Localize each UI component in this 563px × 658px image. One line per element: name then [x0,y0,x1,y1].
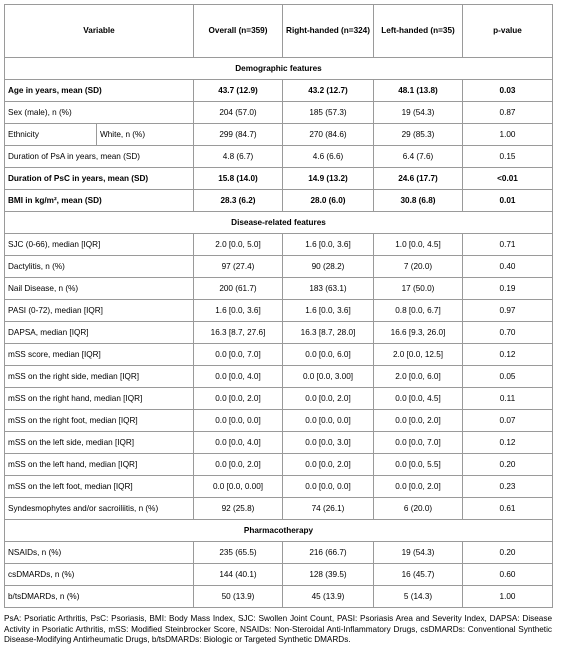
overall-value: 0.0 [0.0, 4.0] [194,432,283,454]
right-handed-value: 0.0 [0.0, 2.0] [283,388,374,410]
table-row [5,102,553,124]
left-handed-value: 0.8 [0.0, 6.7] [374,300,463,322]
p-value: 0.70 [463,322,553,344]
left-handed-value: 29 (85.3) [374,124,463,146]
p-value: 0.87 [463,102,553,124]
right-handed-value: 183 (63.1) [283,278,374,300]
p-value: 0.03 [463,80,553,102]
table-row [5,146,553,168]
table-row [5,454,553,476]
row-label: mSS on the left foot, median [IQR] [5,476,194,498]
left-handed-value: 0.0 [0.0, 7.0] [374,432,463,454]
table-row [5,564,553,586]
table-row [5,344,553,366]
right-handed-value: 16.3 [8.7, 28.0] [283,322,374,344]
table-row [5,256,553,278]
p-value: 0.05 [463,366,553,388]
left-handed-value: 6 (20.0) [374,498,463,520]
row-label: mSS score, median [IQR] [5,344,194,366]
right-handed-value: 14.9 (13.2) [283,168,374,190]
p-value: 0.12 [463,344,553,366]
header-left-handed: Left-handed (n=35) [374,5,463,58]
table-row [5,498,553,520]
section-title: Pharmacotherapy [5,520,553,542]
table-row [5,278,553,300]
right-handed-value: 28.0 (6.0) [283,190,374,212]
row-label: Syndesmophytes and/or sacroiliitis, n (%) [5,498,194,520]
header-right-handed: Right-handed (n=324) [283,5,374,58]
left-handed-value: 24.6 (17.7) [374,168,463,190]
left-handed-value: 0.0 [0.0, 5.5] [374,454,463,476]
overall-value: 0.0 [0.0, 0.0] [194,410,283,432]
left-handed-value: 16 (45.7) [374,564,463,586]
left-handed-value: 7 (20.0) [374,256,463,278]
row-label: mSS on the right foot, median [IQR] [5,410,194,432]
table-row [5,542,553,564]
table-footnote: PsA: Psoriatic Arthritis, PsC: Psoriasis, BMI: Body Mass Index, SJC: Swollen Joint Count, PASI: Psoriasis Area and Severity Index, DAPSA: Disease Activity in Psoriatic Arthritis, mSS: Modified Steinbrocker Score, NSAIDs: Non-Steroidal Anti-Inflammatory Drugs, csDMARDs: Conventional Synthetic Disease-Modifying Antirheumatic Drugs, b/tsDMARDs: Biologic or Targeted Synthetic DMARDs. [4,614,552,645]
p-value: 0.15 [463,146,553,168]
row-label: SJC (0-66), median [IQR] [5,234,194,256]
p-value: 0.61 [463,498,553,520]
right-handed-value: 4.6 (6.6) [283,146,374,168]
p-value: 1.00 [463,586,553,608]
p-value: 0.71 [463,234,553,256]
table-row [5,234,553,256]
p-value: 0.20 [463,454,553,476]
right-handed-value: 216 (66.7) [283,542,374,564]
p-value: <0.01 [463,168,553,190]
right-handed-value: 0.0 [0.0, 0.0] [283,410,374,432]
p-value: 0.97 [463,300,553,322]
p-value: 0.23 [463,476,553,498]
row-label: mSS on the right side, median [IQR] [5,366,194,388]
table-header-row [5,5,553,58]
overall-value: 1.6 [0.0, 3.6] [194,300,283,322]
header-variable: Variable [5,5,194,58]
table-row [5,432,553,454]
left-handed-value: 0.0 [0.0, 2.0] [374,476,463,498]
overall-value: 0.0 [0.0, 2.0] [194,454,283,476]
overall-value: 97 (27.4) [194,256,283,278]
row-label: PASI (0-72), median [IQR] [5,300,194,322]
row-label: BMI in kg/m², mean (SD) [5,190,194,212]
row-label: mSS on the right hand, median [IQR] [5,388,194,410]
left-handed-value: 0.0 [0.0, 4.5] [374,388,463,410]
left-handed-value: 2.0 [0.0, 12.5] [374,344,463,366]
overall-value: 144 (40.1) [194,564,283,586]
row-label: Nail Disease, n (%) [5,278,194,300]
row-label: DAPSA, median [IQR] [5,322,194,344]
p-value: 0.01 [463,190,553,212]
table-body [5,5,553,608]
row-label: b/tsDMARDs, n (%) [5,586,194,608]
overall-value: 0.0 [0.0, 0.00] [194,476,283,498]
overall-value: 50 (13.9) [194,586,283,608]
p-value: 0.19 [463,278,553,300]
row-label: Duration of PsC in years, mean (SD) [5,168,194,190]
table-row [5,322,553,344]
right-handed-value: 74 (26.1) [283,498,374,520]
right-handed-value: 0.0 [0.0, 3.00] [283,366,374,388]
right-handed-value: 90 (28.2) [283,256,374,278]
overall-value: 16.3 [8.7, 27.6] [194,322,283,344]
right-handed-value: 0.0 [0.0, 0.0] [283,476,374,498]
left-handed-value: 0.0 [0.0, 2.0] [374,410,463,432]
right-handed-value: 185 (57.3) [283,102,374,124]
left-handed-value: 17 (50.0) [374,278,463,300]
row-label: Ethnicity [5,124,97,146]
right-handed-value: 0.0 [0.0, 6.0] [283,344,374,366]
overall-value: 4.8 (6.7) [194,146,283,168]
row-label: Age in years, mean (SD) [5,80,194,102]
overall-value: 299 (84.7) [194,124,283,146]
p-value: 0.07 [463,410,553,432]
section-row [5,212,553,234]
row-sublabel: White, n (%) [97,124,194,146]
overall-value: 0.0 [0.0, 4.0] [194,366,283,388]
left-handed-value: 48.1 (13.8) [374,80,463,102]
left-handed-value: 19 (54.3) [374,102,463,124]
right-handed-value: 270 (84.6) [283,124,374,146]
overall-value: 15.8 (14.0) [194,168,283,190]
right-handed-value: 0.0 [0.0, 2.0] [283,454,374,476]
table-row [5,388,553,410]
overall-value: 0.0 [0.0, 7.0] [194,344,283,366]
left-handed-value: 19 (54.3) [374,542,463,564]
section-title: Disease-related features [5,212,553,234]
section-title: Demographic features [5,58,553,80]
document-page [4,4,552,646]
header-overall: Overall (n=359) [194,5,283,58]
left-handed-value: 5 (14.3) [374,586,463,608]
table-row [5,168,553,190]
overall-value: 92 (25.8) [194,498,283,520]
right-handed-value: 128 (39.5) [283,564,374,586]
p-value: 1.00 [463,124,553,146]
table-row [5,80,553,102]
overall-value: 200 (61.7) [194,278,283,300]
p-value: 0.12 [463,432,553,454]
row-label: NSAIDs, n (%) [5,542,194,564]
table-row [5,476,553,498]
left-handed-value: 16.6 [9.3, 26.0] [374,322,463,344]
overall-value: 2.0 [0.0, 5.0] [194,234,283,256]
table-row [5,410,553,432]
row-label: mSS on the left hand, median [IQR] [5,454,194,476]
row-label: Dactylitis, n (%) [5,256,194,278]
overall-value: 235 (65.5) [194,542,283,564]
table-row [5,190,553,212]
table-row [5,586,553,608]
p-value: 0.60 [463,564,553,586]
left-handed-value: 1.0 [0.0, 4.5] [374,234,463,256]
overall-value: 204 (57.0) [194,102,283,124]
left-handed-value: 30.8 (6.8) [374,190,463,212]
right-handed-value: 1.6 [0.0, 3.6] [283,234,374,256]
row-label: mSS on the left side, median [IQR] [5,432,194,454]
p-value: 0.20 [463,542,553,564]
section-row [5,58,553,80]
left-handed-value: 6.4 (7.6) [374,146,463,168]
p-value: 0.40 [463,256,553,278]
overall-value: 28.3 (6.2) [194,190,283,212]
table-row [5,300,553,322]
table-row [5,366,553,388]
left-handed-value: 2.0 [0.0, 6.0] [374,366,463,388]
overall-value: 43.7 (12.9) [194,80,283,102]
p-value: 0.11 [463,388,553,410]
row-label: Sex (male), n (%) [5,102,194,124]
right-handed-value: 0.0 [0.0, 3.0] [283,432,374,454]
characteristics-table [4,4,553,608]
right-handed-value: 43.2 (12.7) [283,80,374,102]
overall-value: 0.0 [0.0, 2.0] [194,388,283,410]
row-label: Duration of PsA in years, mean (SD) [5,146,194,168]
right-handed-value: 1.6 [0.0, 3.6] [283,300,374,322]
header-p-value: p-value [463,5,553,58]
section-row [5,520,553,542]
row-label: csDMARDs, n (%) [5,564,194,586]
right-handed-value: 45 (13.9) [283,586,374,608]
table-row [5,124,553,146]
